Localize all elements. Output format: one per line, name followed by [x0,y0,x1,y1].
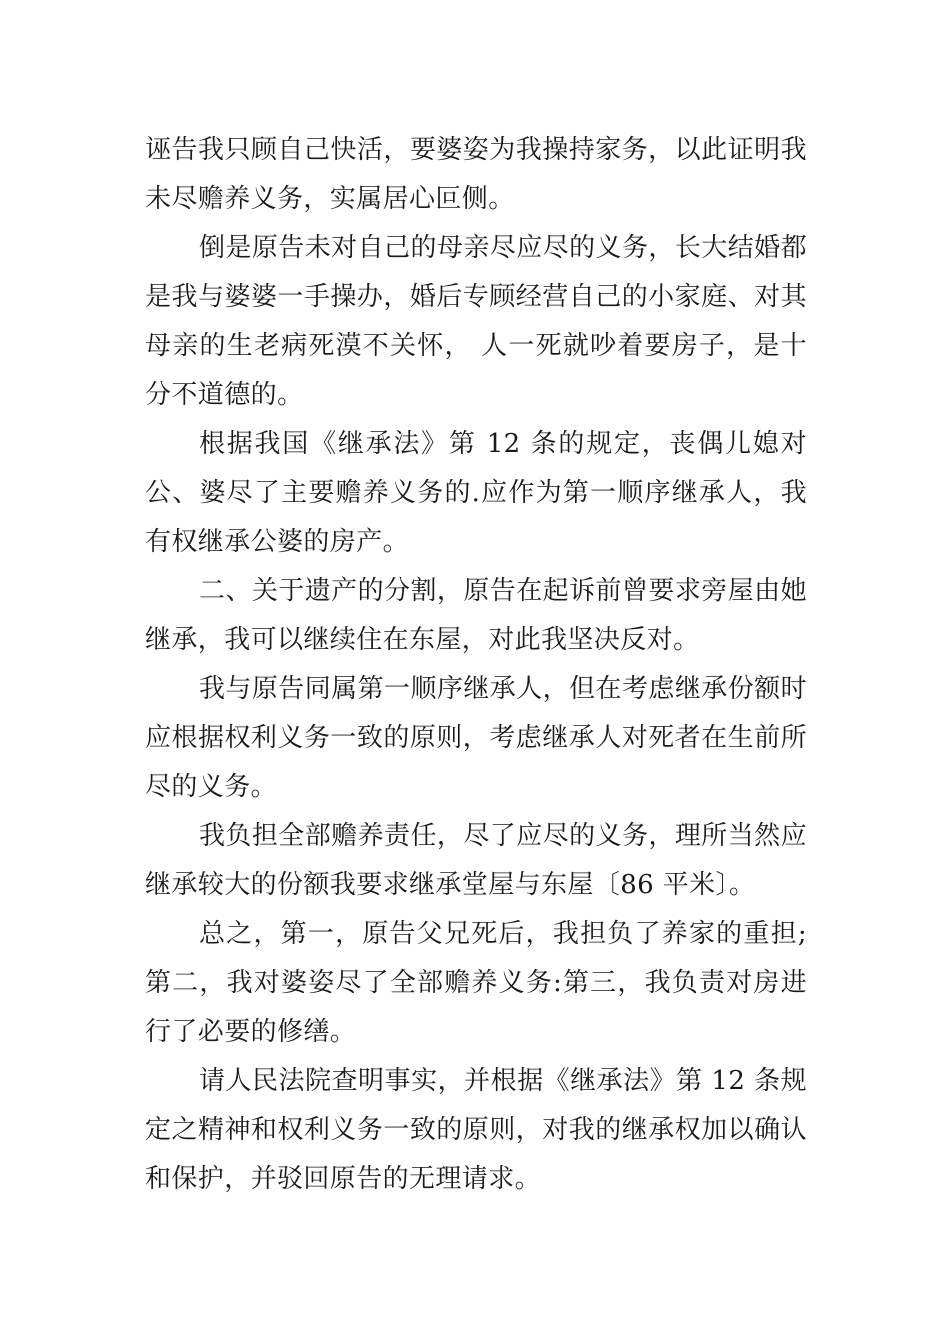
paragraph-7: 总之，第一，原告父兄死后，我担负了养家的重担;第二，我对婆姿尽了全部赡养义务:第三，我负责对房进行了必要的修缮。 [145,919,807,1047]
document-body [145,126,807,1204]
paragraph-8: 请人民法院查明事实，并根据《继承法》第 12 条规定之精神和权利义务一致的原则，对我的继承权加以确认和保护，并驳回原告的无理请求。 [145,1066,807,1194]
paragraph-4: 二、关于遗产的分割，原告在起诉前曾要求旁屋由她继承，我可以继续住在东屋，对此我坚决反对。 [145,576,807,655]
paragraph-3: 根据我国《继承法》第 12 条的规定，丧偶儿媳对公、婆尽了主要赡养义务的.应作为第一顺序继承人，我有权继承公婆的房产。 [145,429,807,557]
paragraph-2: 倒是原告未对自己的母亲尽应尽的义务，长大结婚都是我与婆婆一手操办，婚后专顾经营自己的小家庭、对其母亲的生老病死漠不关怀， 人一死就吵着要房子，是十分不道德的。 [145,233,807,410]
paragraph-6: 我负担全部赡养责任，尽了应尽的义务，理所当然应继承较大的份额我要求继承堂屋与东屋〔86 平米〕。 [145,821,807,900]
paragraph-1: 诬告我只顾自己快活，要婆姿为我操持家务，以此证明我未尽赡养义务，实属居心叵侧。 [145,135,807,214]
paragraph-5: 我与原告同属第一顺序继承人，但在考虑继承份额时应根据权利义务一致的原则，考虑继承人对死者在生前所尽的义务。 [145,674,807,802]
